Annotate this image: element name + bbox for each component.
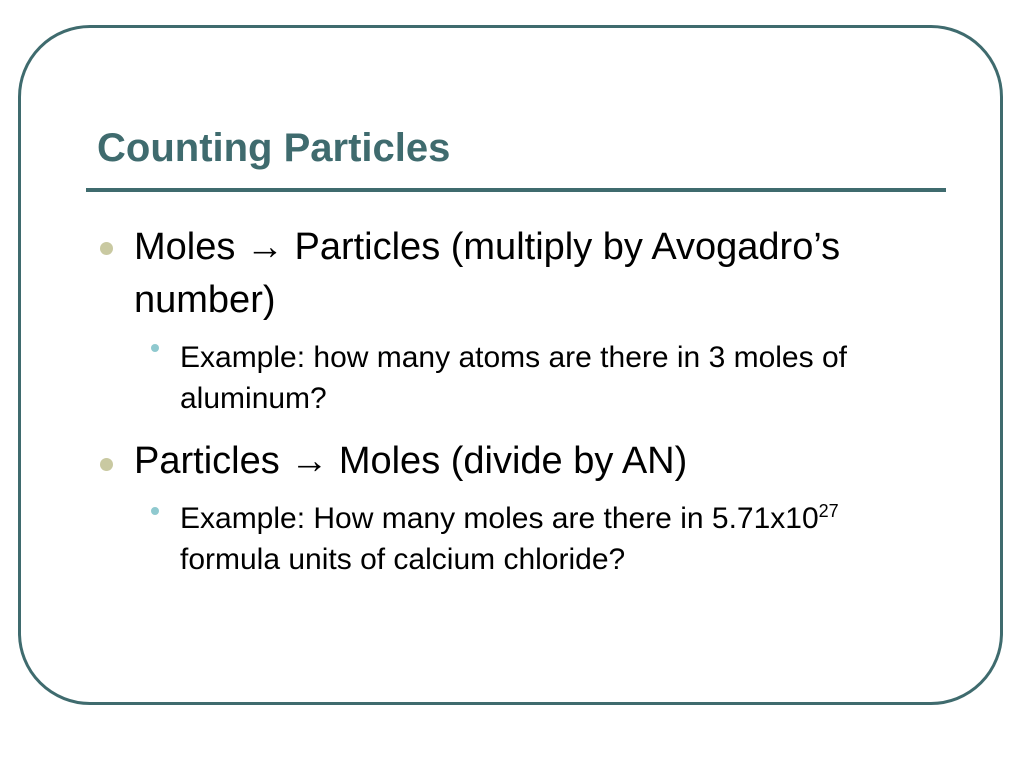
sub-bullet-text: Example: how many atoms are there in 3 moles of aluminum? <box>180 341 847 415</box>
exponent: 27 <box>818 501 839 521</box>
bullet-text: Moles → Particles (multiply by Avogadro’s number) <box>134 226 841 321</box>
bullet-text: Particles → Moles (divide by AN) <box>134 440 688 482</box>
bullet-dot <box>100 458 113 471</box>
title-underline <box>86 188 946 192</box>
slide-title: Counting Particles <box>97 126 451 170</box>
bullet-dot <box>100 242 113 255</box>
sub-bullet-text <box>180 498 920 580</box>
sub-bullet-text-before: Example: How many moles are there in 5.71x10 <box>180 502 819 535</box>
sub-bullet-dot <box>151 344 159 352</box>
sub-bullet-text-after: formula units of calcium chloride? <box>180 543 626 576</box>
sub-bullet-dot <box>151 507 159 515</box>
